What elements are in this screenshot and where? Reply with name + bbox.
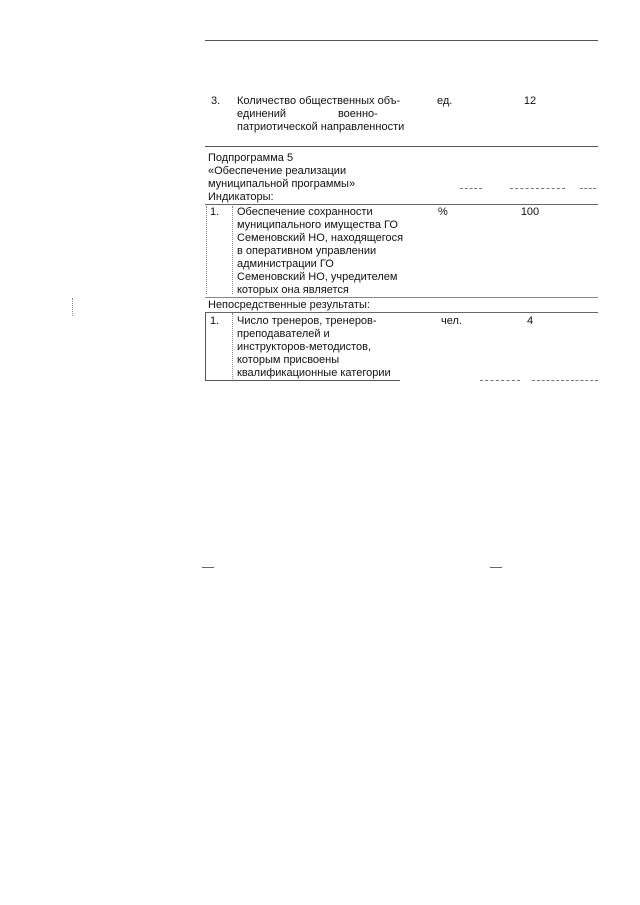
row1-bottom-border	[205, 297, 598, 298]
top-border	[205, 40, 598, 41]
subprogram-dash-3	[580, 188, 596, 190]
subprogram-title-line-3: муниципальной программы»	[208, 178, 356, 190]
row1-number: 1.	[210, 206, 220, 218]
row3-text-line-3: патриотической направленности	[237, 121, 405, 133]
row-r1-value: 4	[526, 315, 534, 327]
row1-text-line-3: Семеновский НО, находящегося	[237, 232, 404, 244]
row3-text-line-2: единений военно-	[237, 108, 378, 120]
bottom-mark-right	[490, 567, 502, 568]
row3-bottom-border	[205, 146, 598, 147]
bottom-mark-left	[202, 567, 214, 568]
table-bottom-border	[205, 380, 400, 381]
row1-inner-border	[232, 206, 234, 294]
table-bottom-dash-1	[480, 380, 520, 382]
results-border	[205, 312, 598, 313]
row-r1-text-line-3: инструкторов-методистов,	[237, 341, 372, 353]
row-r1-left-border	[205, 313, 206, 381]
row1-text-line-1: Обеспечение сохранности	[237, 206, 373, 218]
row1-unit: %	[438, 206, 448, 218]
indicators-label: Индикаторы:	[208, 191, 274, 203]
row-r1-inner-border	[232, 313, 234, 381]
subprogram-dash-1	[460, 188, 482, 190]
row-r1-number: 1.	[210, 315, 220, 327]
row-r1-text-line-1: Число тренеров, тренеров-	[237, 315, 377, 327]
row3-value: 12	[523, 95, 537, 107]
row1-text-line-4: в оперативном управлении	[237, 245, 377, 257]
row3-unit: ед.	[437, 95, 453, 107]
row1-value: 100	[520, 206, 540, 218]
row3-number: 3.	[211, 95, 221, 107]
left-margin-mark	[72, 298, 74, 316]
row-r1-text-line-2: преподавателей и	[237, 328, 330, 340]
row1-text-line-2: муниципального имущества ГО	[237, 219, 398, 231]
row-r1-text-line-4: которым присвоены	[237, 354, 340, 366]
table-bottom-dash-2	[532, 380, 598, 382]
subprogram-title-line-2: «Обеспечение реализации	[208, 165, 347, 177]
row1-text-line-7: которых она является	[237, 284, 349, 296]
subprogram-dash-2	[510, 188, 565, 190]
row1-left-border	[206, 206, 208, 294]
row-r1-unit: чел.	[441, 315, 462, 327]
subprogram-title-line-1: Подпрограмма 5	[208, 152, 294, 164]
results-label: Непосредственные результаты:	[208, 299, 370, 311]
row1-text-line-6: Семеновский НО, учредителем	[237, 271, 398, 283]
row1-text-line-5: администрации ГО	[237, 258, 334, 270]
row-r1-text-line-5: квалификационные категории	[237, 367, 391, 379]
row3-text-line-1: Количество общественных объ-	[237, 95, 401, 107]
